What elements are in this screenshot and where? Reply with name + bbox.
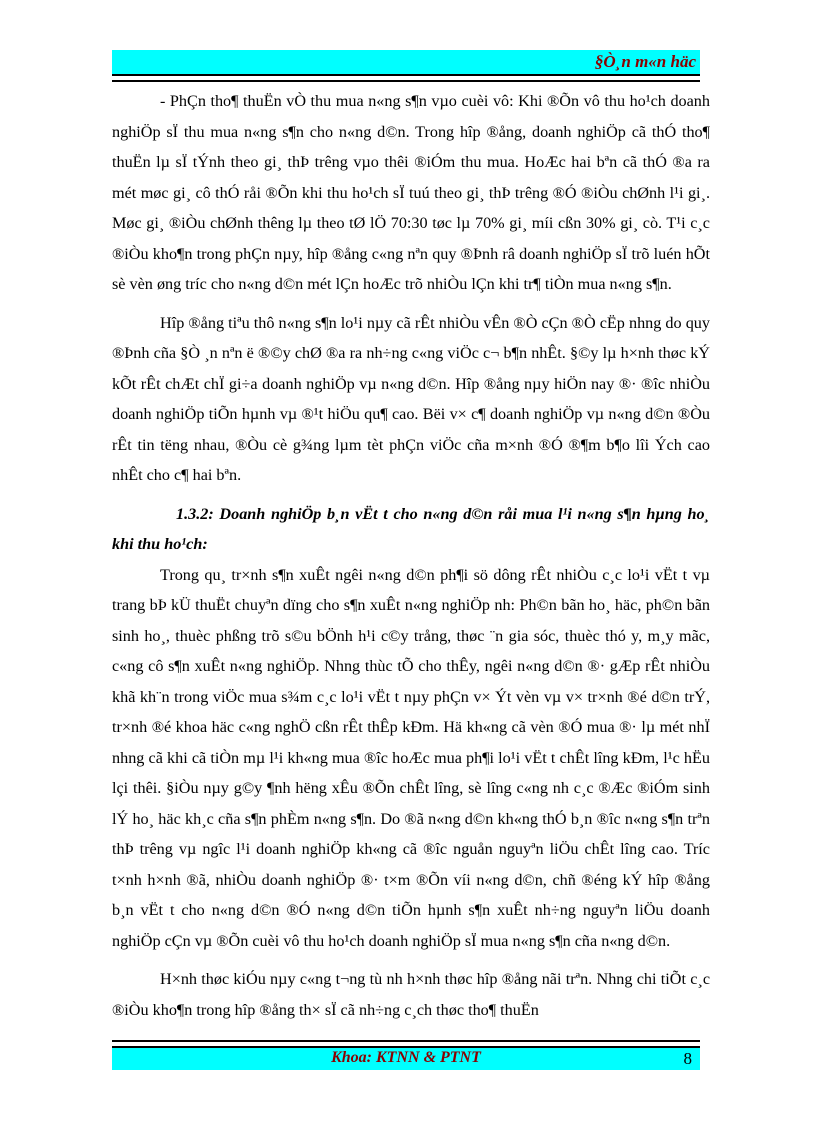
footer-label: Khoa: KTNN & PTNT xyxy=(331,1049,481,1066)
page-footer xyxy=(112,1046,700,1070)
paragraph: - PhÇn tho¶ thuËn vÒ thu mua n«ng s¶n vµo cuèi vô: Khi ®Õn vô thu ho¹ch doanh nghiÖp sÏ thu mua n«ng s¶n cho n«ng d©n. Trong hîp ®ång, doanh nghiÖp cã thÓ tho¶ thuËn lµ sÏ tÝnh theo gi¸ thÞ trêng vµo thêi ®iÓm thu mua. HoÆc hai bªn cã thÓ ®a ra mét møc gi¸ cô thÓ råi ®Õn khi thu ho¹ch sÏ tuú theo gi¸ thÞ trêng ®Ó ®iÒu chØnh l¹i gi¸. Møc gi¸ ®iÒu chØnh thêng lµ theo tØ lÖ 70:30 tøc lµ 70% gi¸ míi cßn 30% gi¸ cò. T¹i c¸c ®iÒu kho¶n trong phÇn nµy, hîp ®ång c«ng nªn quy ®Þnh râ doanh nghiÖp sÏ trõ luén hÕt sè vèn øng tríc cho n«ng d©n mét lÇn hoÆc trõ nhiÒu lÇn khi tr¶ tiÒn mua n«ng s¶n. xyxy=(112,92,710,293)
header-divider xyxy=(112,80,700,82)
page-header xyxy=(112,50,700,76)
footer-rule xyxy=(112,1046,700,1048)
footer-divider xyxy=(112,1040,700,1042)
paragraph: Trong qu¸ tr×nh s¶n xuÊt ngêi n«ng d©n ph¶i sö dông rÊt nhiÒu c¸c lo¹i vËt t vµ trang bÞ kÜ thuËt chuyªn dïng cho s¶n xuÊt n«ng nghiÖp nh: Ph©n bãn ho¸ häc, ph©n bãn sinh ho¸, thuèc phßng trõ s©u bÖnh h¹i c©y trång, thøc ¨n gia sóc, thuèc thó y, m¸y mãc, c«ng cô s¶n xuÊt n«ng nghiÖp. Nhng thùc tÕ cho thÊy, ngêi n«ng d©n ®· gÆp rÊt nhiÒu khã kh¨n trong viÖc mua s¾m c¸c lo¹i vËt t nµy phÇn v× Ýt vèn vµ v× tr×nh ®é d©n trÝ, tr×nh ®é khoa häc c«ng nghÖ cßn rÊt thÊp kÐm. Hä kh«ng cã vèn ®Ó mua ®· lµ mét nhÏ nhng cã khi cã tiÒn mµ l¹i kh«ng mua ®îc hoÆc mua ph¶i lo¹i vËt t chÊt lîng kÐm, l¹c hËu lçi thêi. §iÒu nµy g©y ¶nh hëng xÊu ®Õn chÊt lîng, sè lîng c«ng nh c¸c ®Æc ®iÓm sinh lÝ ho¸ häc kh¸c cña s¶n phÈm n«ng s¶n. Do ®ã n«ng d©n kh«ng thÓ b¸n ®îc n«ng s¶n trªn thÞ trêng vµ ngîc l¹i doanh nghiÖp kh«ng cã ®îc nguån nguyªn liÖu chÊt lîng cao. Tríc t×nh h×nh ®ã, nhiÒu doanh nghiÖp ®· t×m ®Õn víi n«ng d©n, chñ ®éng kÝ hîp ®ång b¸n vËt t cho n«ng d©n ®Ó n«ng d©n tiÕn hµnh s¶n xuÊt nh÷ng nguyªn liÖu doanh nghiÖp cÇn vµ ®Õn cuèi vô thu ho¹ch doanh nghiÖp sÏ mua n«ng s¶n cña n«ng d©n. xyxy=(112,565,710,950)
header-title: §Ò¸n m«n häc xyxy=(594,52,696,71)
paragraph: Hîp ®ång tiªu thô n«ng s¶n lo¹i nµy cã rÊt nhiÒu vÊn ®Ò cÇn ®Ò cËp nhng do quy ®Þnh cña §Ò ¸n nªn ë ®©y chØ ®a ra nh÷ng c«ng viÖc c¬ b¶n nhÊt. §©y lµ h×nh thøc kÝ kÕt rÊt chÆt chÏ gi÷a doanh nghiÖp vµ n«ng d©n. Hîp ®ång nµy hiÖn nay ®· ®îc nhiÒu doanh nghiÖp tiÕn hµnh vµ ®¹t hiÖu qu¶ cao. Bëi v× c¶ doanh nghiÖp vµ n«ng d©n ®Òu rÊt tin tëng nhau, ®Òu cè g¾ng lµm tèt phÇn viÖc cña m×nh ®Ó ®¶m b¶o lîi Ých cao nhÊt cho c¶ hai bªn. xyxy=(112,313,710,484)
paragraph: H×nh thøc kiÓu nµy c«ng t¬ng tù nh h×nh thøc hîp ®ång nãi trªn. Nhng chi tiÕt c¸c ®iÒu kho¶n trong hîp ®ång th× sÏ cã nh÷ng c¸ch thøc tho¶ thuËn xyxy=(112,970,710,1019)
page-number: 8 xyxy=(683,1049,692,1068)
section-heading: 1.3.2: Doanh nghiÖp b¸n vËt t cho n«ng d©n råi mua l¹i n«ng s¶n hµng ho¸ khi thu ho¹ch: xyxy=(112,504,710,553)
document-body xyxy=(112,86,710,1025)
